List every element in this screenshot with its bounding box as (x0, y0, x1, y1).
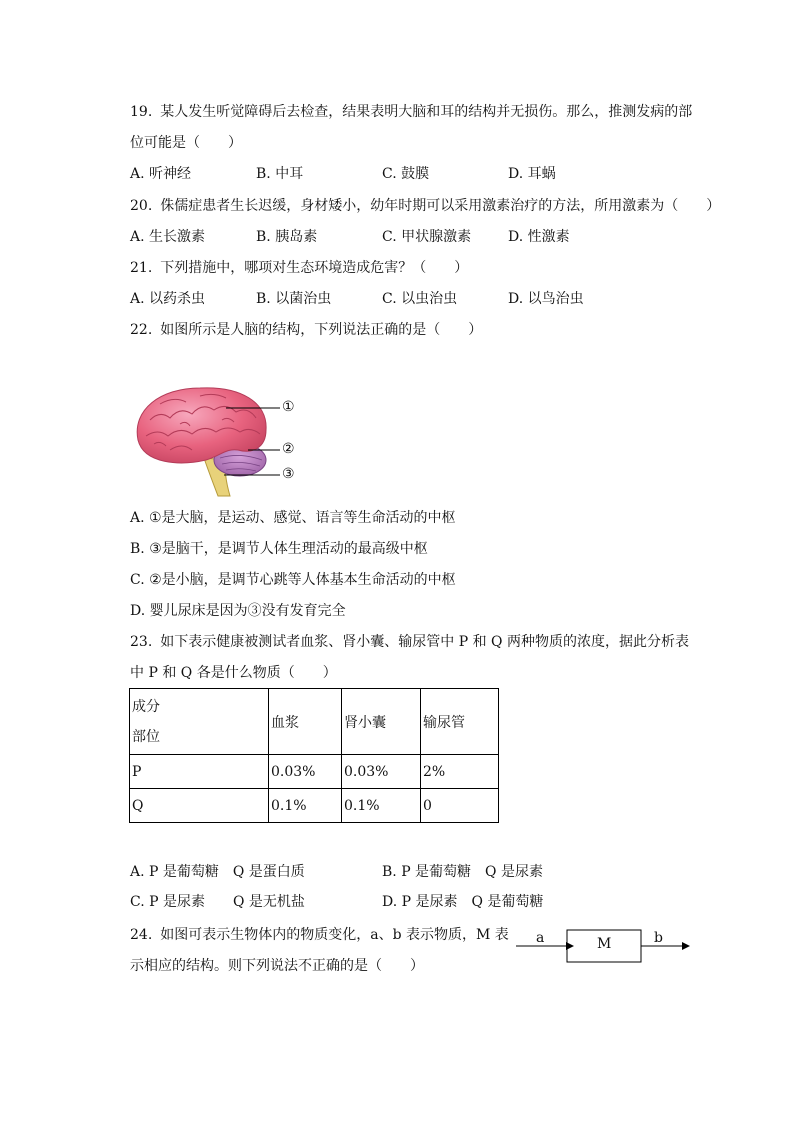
q21-number: 21. (130, 260, 153, 276)
q23-options-row2 (130, 892, 690, 912)
table-cell: 0.03% (342, 755, 421, 789)
table-corner-bottom: 部位 (132, 728, 160, 745)
q21-option-a[interactable]: A. 以药杀虫 (130, 291, 206, 307)
q22-option-a[interactable]: A. ①是大脑，是运动、感觉、语言等生命活动的中枢 (130, 510, 456, 526)
table-corner-cell (130, 689, 269, 755)
q24-stem-line1 (130, 925, 509, 945)
table-header-ureter: 输尿管 (421, 689, 499, 755)
q23-option-d[interactable]: D. P 是尿素 Q 是葡萄糖 (382, 894, 544, 910)
table-header-plasma: 血浆 (269, 689, 342, 755)
cerebrum-shape (137, 388, 266, 463)
arrow-out-icon (682, 942, 690, 950)
q19-option-d[interactable]: D. 耳蜗 (508, 166, 556, 182)
q19-options (130, 164, 690, 184)
q23-options-row1 (130, 862, 690, 882)
q22-option-d[interactable]: D. 婴儿尿床是因为③没有发育完全 (130, 603, 346, 619)
q19-option-a[interactable]: A. 听神经 (130, 166, 192, 182)
q23-option-c[interactable]: C. P 是尿素 Q 是无机盐 (130, 894, 305, 910)
q20-option-d[interactable]: D. 性激素 (508, 229, 570, 245)
table-header-capsule: 肾小囊 (342, 689, 421, 755)
brain-figure (130, 380, 310, 500)
q21-option-c[interactable]: C. 以虫治虫 (382, 291, 458, 307)
brain-label-3: ③ (282, 466, 295, 482)
q23-option-a[interactable]: A. P 是葡萄糖 Q 是蛋白质 (130, 864, 305, 880)
q20-option-c[interactable]: C. 甲状腺激素 (382, 229, 472, 245)
q19-stem-line2: 位可能是（ ） (130, 135, 242, 151)
brain-illustration (130, 380, 310, 500)
q20-text: 侏儒症患者生长迟缓，身材矮小，幼年时期可以采用激素治疗的方法，所用激素为（ ） (160, 198, 721, 214)
q19-option-c[interactable]: C. 鼓膜 (382, 166, 430, 182)
q21-option-b[interactable]: B. 以菌治虫 (256, 291, 332, 307)
q19-stem-line1 (130, 102, 692, 122)
q24-stem-line2: 示相应的结构。则下列说法不正确的是（ ） (130, 958, 424, 974)
q20-number: 20. (130, 198, 153, 214)
q22-stem (130, 320, 482, 340)
q21-stem (130, 258, 468, 278)
q19-option-b[interactable]: B. 中耳 (256, 166, 304, 182)
q19-text-line1: 某人发生听觉障碍后去检查，结果表明大脑和耳的结构并无损伤。那么，推测发病的部 (160, 104, 693, 120)
q23-stem-line2: 中 P 和 Q 各是什么物质（ ） (130, 665, 337, 681)
flow-box-label: M (597, 936, 612, 952)
q23-text-line1: 如下表示健康被测试者血浆、肾小囊、输尿管中 P 和 Q 两种物质的浓度，据此分析表 (160, 634, 689, 650)
table-corner-top: 成分 (132, 698, 160, 715)
q22-text: 如图所示是人脑的结构，下列说法正确的是（ ） (160, 322, 483, 338)
concentration-table (129, 688, 499, 823)
table-row (130, 789, 499, 823)
table-cell: 0.1% (342, 789, 421, 823)
q21-options (130, 289, 690, 309)
flow-diagram (516, 922, 696, 972)
q23-option-b[interactable]: B. P 是葡萄糖 Q 是尿素 (382, 864, 543, 880)
q22-option-b[interactable]: B. ③是脑干，是调节人体生理活动的最高级中枢 (130, 541, 428, 557)
q21-text: 下列措施中，哪项对生态环境造成危害？（ ） (160, 260, 469, 276)
q21-option-d[interactable]: D. 以鸟治虫 (508, 291, 584, 307)
q20-options (130, 227, 690, 247)
q20-stem (130, 196, 720, 216)
table-row-label: P (130, 755, 269, 789)
q23-stem-line1 (130, 632, 689, 652)
flow-input-label: a (536, 930, 545, 946)
table-cell: 2% (421, 755, 499, 789)
q19-number: 19. (130, 104, 153, 120)
q22-option-c[interactable]: C. ②是小脑，是调节心跳等人体基本生命活动的中枢 (130, 572, 456, 588)
brain-label-1: ① (282, 399, 295, 415)
q24-text-line1: 如图可表示生物体内的物质变化，a、b 表示物质，M 表 (160, 927, 509, 943)
q20-option-b[interactable]: B. 胰岛素 (256, 229, 318, 245)
table-cell: 0.1% (269, 789, 342, 823)
table-cell: 0 (421, 789, 499, 823)
q20-option-a[interactable]: A. 生长激素 (130, 229, 206, 245)
table-cell: 0.03% (269, 755, 342, 789)
brain-label-2: ② (282, 441, 295, 457)
q22-number: 22. (130, 322, 153, 338)
q23-number: 23. (130, 634, 153, 650)
q24-number: 24. (130, 927, 153, 943)
flow-output-label: b (654, 930, 663, 946)
table-row-label: Q (130, 789, 269, 823)
table-row (130, 755, 499, 789)
